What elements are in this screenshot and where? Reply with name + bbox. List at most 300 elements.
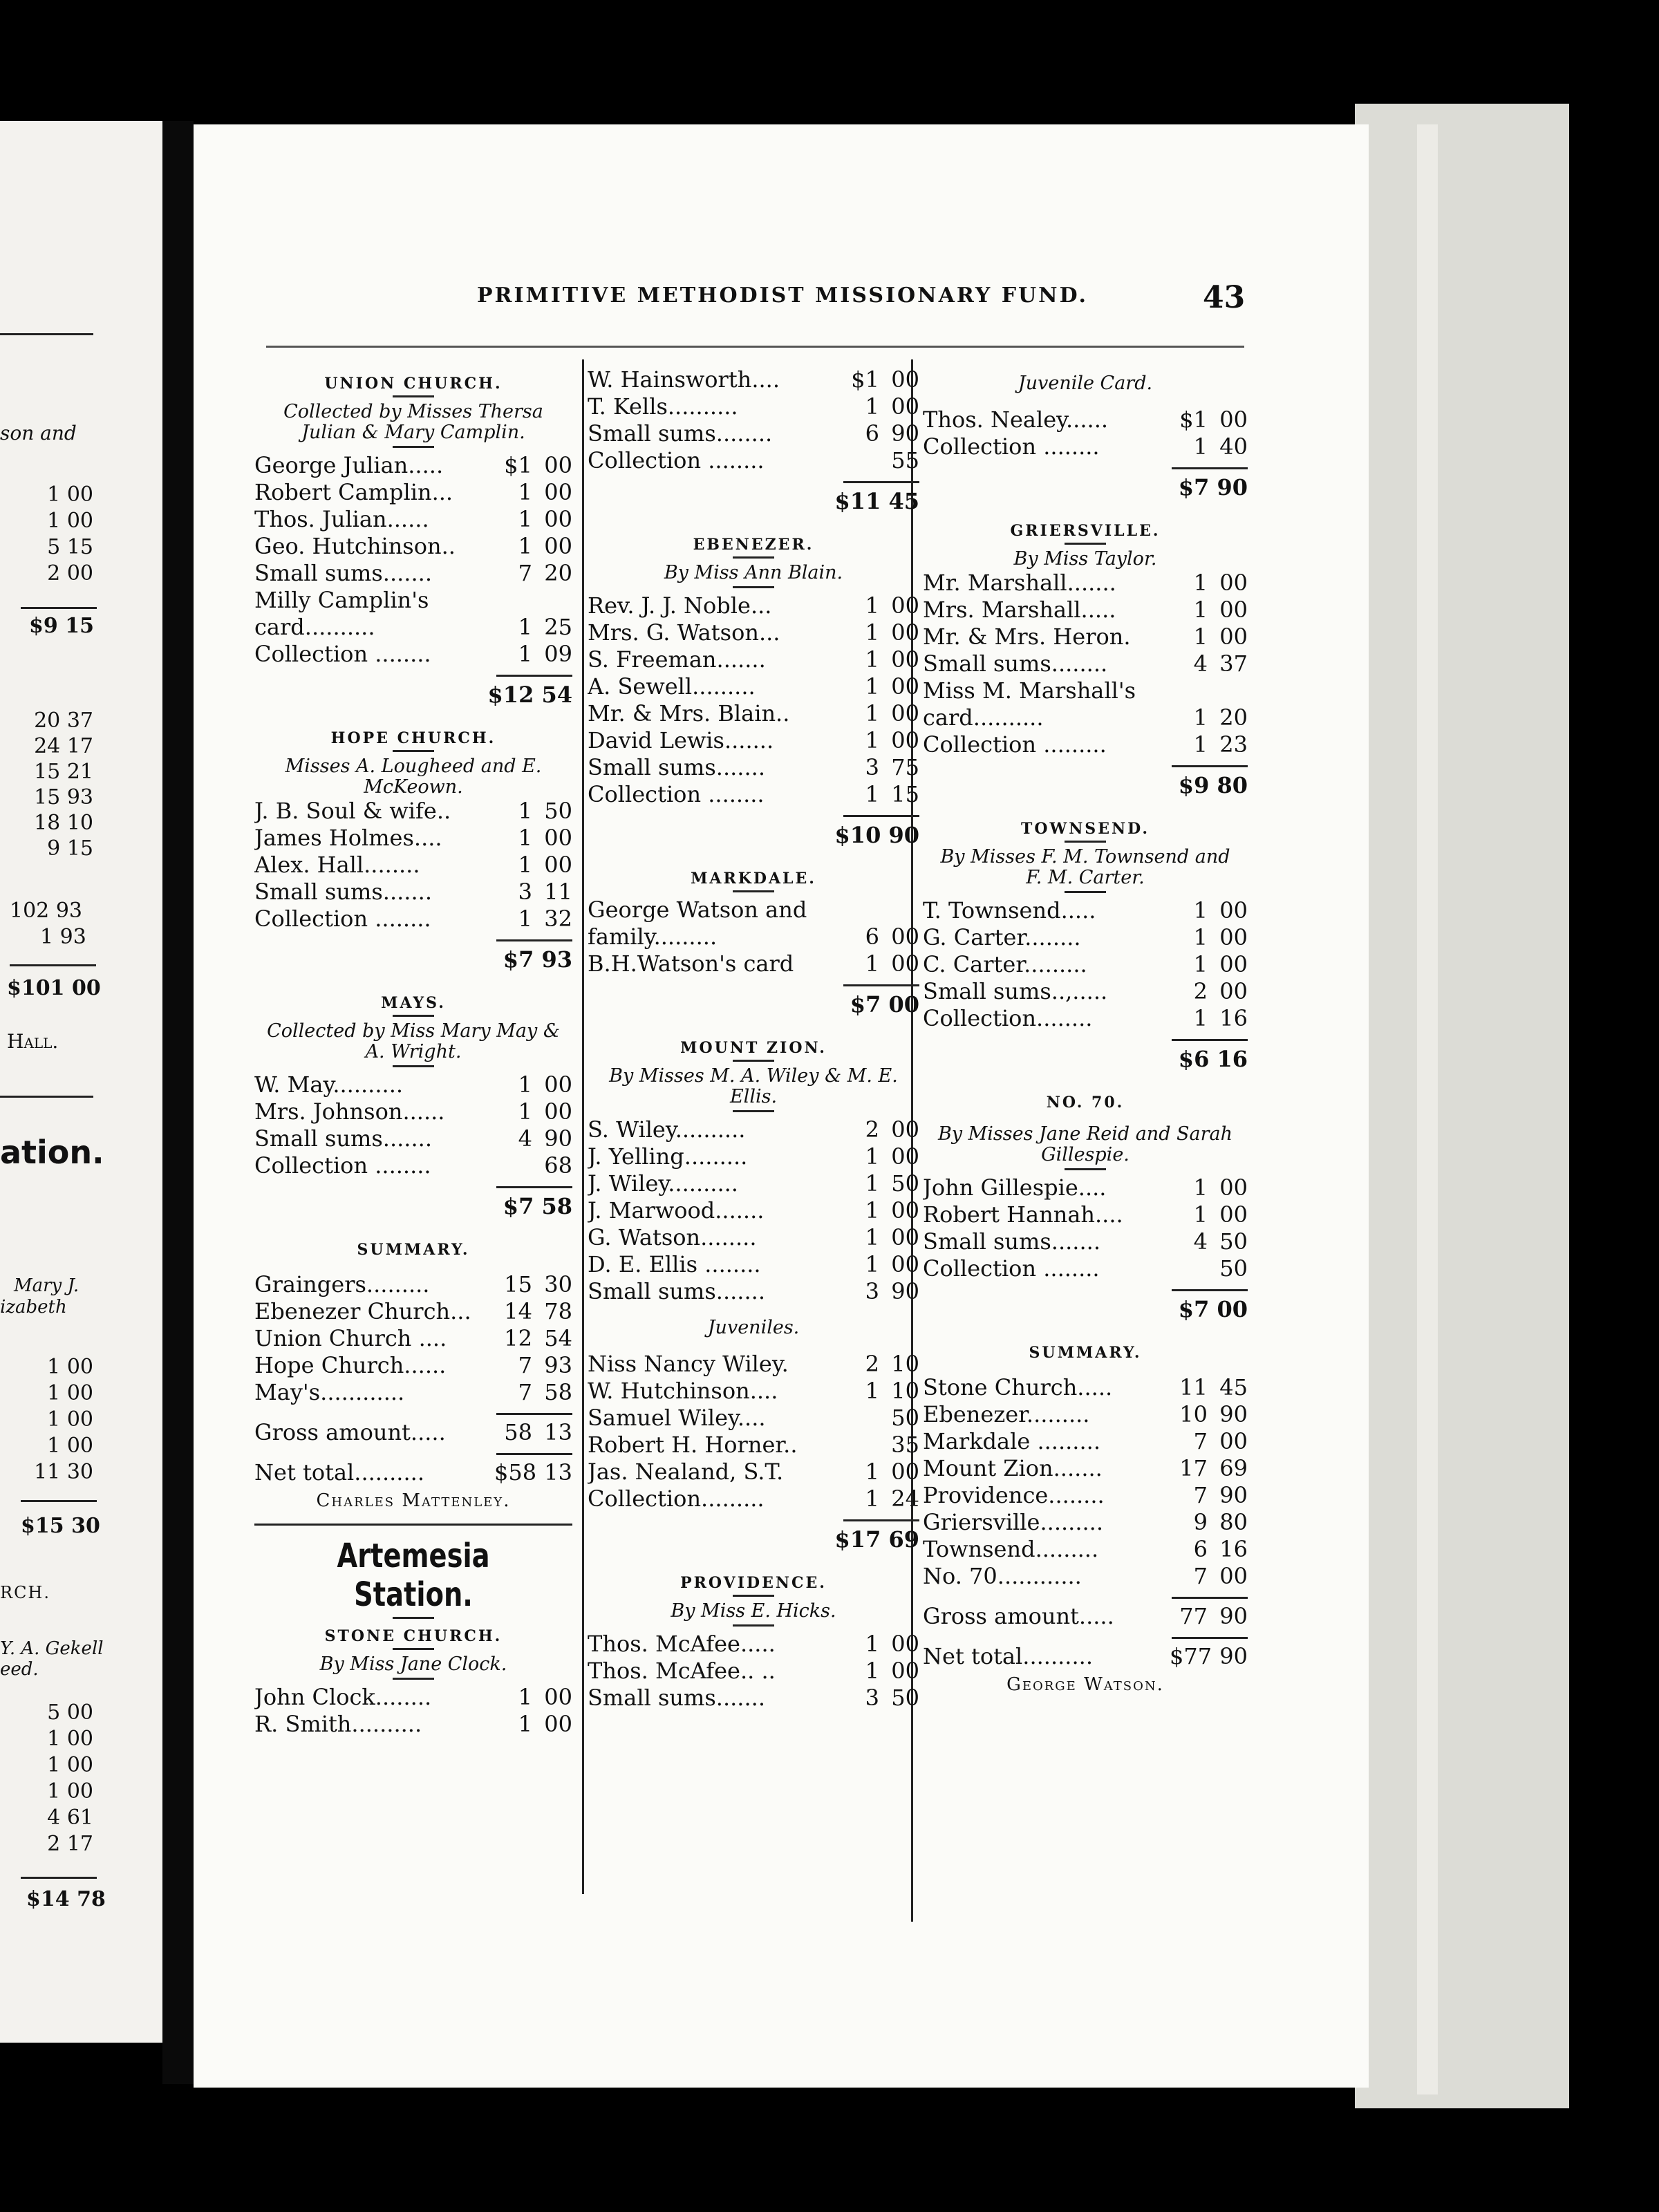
left-amount-cents: 00: [66, 482, 93, 507]
entry-name: Hope Church......: [254, 1352, 447, 1378]
entry-cents: 90: [544, 1125, 572, 1152]
entry-cents: 25: [544, 614, 572, 640]
total-rule: [496, 1453, 572, 1455]
left-total-1: $9 15: [29, 614, 94, 638]
section-total: $10 90: [834, 822, 919, 848]
entry-name: Robert H. Horner..: [588, 1432, 798, 1458]
entry-cents: 00: [891, 727, 919, 753]
entry-dollars: 1: [865, 1378, 879, 1404]
entry-row: [588, 1685, 919, 1712]
entry-dollars: 1: [1193, 624, 1208, 650]
entry-dollars: 1: [1193, 570, 1208, 596]
left-amount: [3, 785, 93, 809]
entry-name: Small sums.......: [588, 1278, 765, 1304]
entry-dollars: 6: [865, 924, 879, 950]
entry-row: [588, 1116, 919, 1143]
entry-name: Thos. McAfee.....: [588, 1631, 776, 1657]
left-amount-dollars: 1: [47, 1407, 61, 1432]
left-rule-2: [0, 1096, 93, 1098]
entry-cents: 37: [1219, 650, 1248, 677]
left-amount-dollars: 4: [47, 1806, 61, 1830]
entry-name: Small sums.......: [923, 1228, 1100, 1255]
entry-row: [254, 1325, 572, 1352]
left-amount-cents: 17: [66, 734, 93, 758]
entry-cents: 54: [544, 1325, 572, 1351]
entry-row: [588, 727, 919, 754]
entry-dollars: 1: [518, 641, 532, 667]
entry-row: [254, 1711, 572, 1738]
entry-cents: 00: [891, 592, 919, 619]
entry-dollars: 1: [865, 950, 879, 977]
entry-dollars: 1: [518, 479, 532, 505]
entry-cents: 00: [891, 1251, 919, 1277]
entry-name: Griersville.........: [923, 1509, 1104, 1535]
entry-row: [588, 447, 919, 474]
entry-row: [588, 1143, 919, 1170]
entry-cents: 16: [1219, 1005, 1248, 1031]
entry-dollars: 10: [1179, 1401, 1208, 1427]
entry-row: [254, 560, 572, 587]
section-title: MOUNT ZION.: [680, 1039, 827, 1057]
entry-cents: 00: [1219, 1174, 1248, 1201]
entry-name: May's............: [254, 1379, 405, 1405]
entry-row: [923, 704, 1248, 731]
entry-dollars: 2: [865, 1351, 879, 1377]
entry-cents: 00: [891, 619, 919, 646]
entry-name: Graingers.........: [254, 1271, 430, 1297]
entry-row: [588, 1224, 919, 1251]
entry-row: [254, 1298, 572, 1325]
left-amount: [3, 1434, 93, 1458]
station-title: Artemesia Station.: [337, 1537, 490, 1614]
collector-line: Misses A. Lougheed and E. McKeown.: [285, 756, 542, 798]
section-title: Juvenile Card.: [1018, 373, 1153, 394]
entry-cents: 00: [891, 1143, 919, 1170]
entry-name: Collection ........: [923, 433, 1100, 460]
left-amount-dollars: 15: [34, 785, 61, 809]
section-total: $6 16: [1178, 1046, 1248, 1072]
entry-row: [588, 1658, 919, 1685]
collector-line: By Miss Ann Blain.: [664, 562, 843, 583]
entry-cents: 00: [544, 1098, 572, 1125]
left-amount-dollars: 1: [47, 482, 61, 507]
entry-cents: 20: [544, 560, 572, 586]
entry-dollars: 1: [1193, 1201, 1208, 1228]
dash: [393, 1065, 434, 1067]
left-italic-1: son and: [0, 422, 77, 444]
entry-dollars: 1: [865, 727, 879, 753]
dash: [733, 1110, 774, 1112]
entry-list: [254, 798, 572, 932]
section-title: MAYS.: [381, 994, 446, 1012]
left-amount: [3, 1779, 93, 1803]
total-rule: [1172, 1637, 1248, 1639]
entry-name: Small sums..,.....: [923, 978, 1108, 1004]
entry-cents: 78: [544, 1298, 572, 1324]
total-rule: [843, 481, 919, 483]
entry-cents: 10: [891, 1351, 919, 1377]
entry-name: W. Hainsworth....: [588, 366, 780, 393]
total-rule: [843, 1519, 919, 1521]
entry-cents: 15: [891, 781, 919, 807]
entry-row: [588, 393, 919, 420]
entry-list: [588, 366, 919, 474]
entry-cents: 00: [544, 533, 572, 559]
left-signature-1: Hall.: [7, 1030, 59, 1053]
entry-row: [588, 366, 919, 393]
entry-name: G. Carter........: [923, 924, 1081, 950]
entry-row: [923, 597, 1248, 624]
entry-cents: 80: [1219, 1509, 1248, 1535]
entry-name: Miss M. Marshall's: [923, 677, 1136, 704]
entry-name: Collection.........: [588, 1485, 765, 1512]
entry-dollars: 1: [1193, 1005, 1208, 1031]
entry-name: J. Yelling.........: [588, 1143, 748, 1170]
entry-row: [588, 420, 919, 447]
entry-list: [588, 1351, 919, 1512]
entry-dollars: 4: [518, 1125, 532, 1152]
total-rule: [496, 1413, 572, 1415]
collector-line: By Miss Jane Clock.: [319, 1653, 507, 1675]
entry-name: Alex. Hall........: [254, 852, 420, 878]
page-number: 43: [1203, 280, 1246, 315]
entry-name: Milly Camplin's: [254, 587, 429, 613]
collector-line: By Misses Jane Reid and Sarah Gillespie.: [937, 1123, 1233, 1165]
collector-line: By Misses M. A. Wiley & M. E. Ellis.: [609, 1065, 898, 1107]
entry-row: [923, 624, 1248, 650]
entry-name: Townsend.........: [923, 1536, 1099, 1562]
entry-dollars: $1: [1179, 406, 1208, 433]
entry-dollars: 2: [1193, 978, 1208, 1004]
entry-cents: 50: [891, 1170, 919, 1197]
entry-name: Thos. McAfee.. ..: [588, 1658, 776, 1684]
entry-list: [588, 1116, 919, 1305]
column-divider-1: [582, 359, 584, 1894]
net-total-row: Net total.......... $58 13: [254, 1459, 572, 1485]
entry-row: [254, 1271, 572, 1298]
left-amount-cents: 15: [66, 836, 93, 861]
entry-dollars: 17: [1179, 1455, 1208, 1481]
entry-row: [923, 1455, 1248, 1482]
entry-cents: 69: [1219, 1455, 1248, 1481]
entry-cents: 00: [891, 700, 919, 727]
left-total-rule-4: [21, 1877, 97, 1879]
entry-row: [588, 592, 919, 619]
left-amount: [3, 482, 93, 507]
entry-row: [923, 1401, 1248, 1428]
entry-dollars: 6: [1193, 1536, 1208, 1562]
entry-row: [254, 452, 572, 479]
entry-name: J. Wiley..........: [588, 1170, 738, 1197]
left-total-rule-3: [21, 1500, 97, 1502]
entry-row: [254, 1125, 572, 1152]
dash: [733, 1060, 774, 1062]
entry-row: [588, 1351, 919, 1378]
left-amount: [3, 811, 93, 835]
entry-list: [588, 592, 919, 808]
entry-list: [254, 1684, 572, 1738]
page-edge-strip: [1417, 124, 1438, 2094]
dash: [393, 1678, 434, 1680]
entry-cents: 90: [1219, 1482, 1248, 1508]
dash: [733, 586, 774, 588]
entry-dollars: 4: [1193, 650, 1208, 677]
entry-dollars: 7: [1193, 1428, 1208, 1454]
entry-dollars: 1: [518, 614, 532, 640]
entry-cents: 35: [891, 1432, 919, 1458]
column-2: [588, 366, 919, 1712]
dash: [733, 1595, 774, 1597]
section-total: $7 00: [1178, 1296, 1248, 1322]
entry-cents: 09: [544, 641, 572, 667]
entry-dollars: 1: [1193, 1174, 1208, 1201]
left-amount-dollars: 1: [47, 1434, 61, 1458]
entry-dollars: 1: [518, 1684, 532, 1710]
dash: [733, 1624, 774, 1627]
entry-dollars: 1: [1193, 897, 1208, 924]
entry-name: Stone Church.....: [923, 1374, 1113, 1400]
entry-list: [588, 897, 919, 977]
left-total-rule: [21, 607, 97, 609]
entry-dollars: 6: [865, 420, 879, 447]
left-amount-cents: 15: [66, 535, 93, 559]
entry-cents: 00: [1219, 597, 1248, 623]
total-rule: [1172, 467, 1248, 469]
dash: [393, 1648, 434, 1650]
entry-name: S. Wiley..........: [588, 1116, 746, 1143]
entry-name: Collection ........: [588, 781, 765, 807]
entry-row: [254, 798, 572, 825]
entry-row: [254, 1098, 572, 1125]
entry-row: [923, 650, 1248, 677]
left-amount: [3, 535, 93, 559]
entry-row: [254, 1684, 572, 1711]
collector-line: Collected by Misses Thersa Julian & Mary Camplin.: [283, 401, 543, 443]
entry-dollars: 1: [865, 592, 879, 619]
column-1: [254, 366, 572, 1738]
section-title: HOPE CHURCH.: [330, 729, 496, 747]
left-italic-2a: Mary J.: [14, 1275, 79, 1296]
entry-name: Small sums.......: [588, 1685, 765, 1711]
entry-cents: 30: [544, 1271, 572, 1297]
entry-dollars: 1: [518, 1711, 532, 1737]
left-amount: [3, 1700, 93, 1725]
entry-dollars: 3: [865, 1278, 879, 1304]
entry-dollars: 1: [865, 781, 879, 807]
entry-row: [588, 646, 919, 673]
entry-row: [588, 1197, 919, 1224]
entry-dollars: 1: [865, 646, 879, 673]
entry-row: [588, 950, 919, 977]
left-total-2: $101 00: [7, 976, 101, 1000]
entry-name: family.........: [588, 924, 718, 950]
entry-row: [923, 433, 1248, 460]
entry-dollars: 1: [518, 533, 532, 559]
section-total: $12 54: [487, 682, 572, 708]
entry-dollars: 1: [518, 906, 532, 932]
gross-amount-row: Gross amount..... 77 90: [923, 1603, 1248, 1629]
entry-name: Collection .........: [923, 731, 1107, 758]
entry-name: Collection ........: [588, 447, 765, 474]
entry-row: [588, 1378, 919, 1405]
section-title: EBENEZER.: [693, 536, 814, 554]
entry-cents: 00: [891, 1224, 919, 1250]
left-amount-dollars: 24: [34, 734, 61, 758]
entry-name: J. Marwood.......: [588, 1197, 765, 1224]
entry-row: [588, 1631, 919, 1658]
section-total: $7 00: [850, 991, 919, 1018]
entry-row: [588, 924, 919, 950]
entry-name: Small sums........: [923, 650, 1108, 677]
dash: [1065, 891, 1106, 893]
entry-name: T. Kells..........: [588, 393, 738, 420]
entry-row: [588, 781, 919, 808]
entry-list: [254, 452, 572, 668]
section-title: SUMMARY.: [1029, 1344, 1142, 1362]
entry-cents: 00: [891, 950, 919, 977]
entry-row: [923, 1563, 1248, 1590]
left-italic-2b: izabeth: [0, 1297, 67, 1318]
entry-cents: 00: [891, 366, 919, 393]
entry-dollars: 4: [1193, 1228, 1208, 1255]
entry-dollars: 1: [865, 1485, 879, 1512]
left-amount-cents: 00: [66, 561, 93, 585]
dash: [393, 395, 434, 397]
page-header-title: PRIMITIVE METHODIST MISSIONARY FUND.: [477, 283, 1088, 308]
collector-line: By Misses F. M. Townsend and F. M. Carter.: [940, 846, 1230, 888]
left-amount-dollars: 2: [47, 561, 61, 585]
left-amount-3: 102 93: [10, 899, 82, 923]
entry-name: D. E. Ellis ........: [588, 1251, 761, 1277]
signature: Charles Mattenley.: [316, 1490, 511, 1511]
entry-row: [254, 906, 572, 932]
entry-dollars: 1: [1193, 433, 1208, 460]
entry-name: Ebenezer Church...: [254, 1298, 471, 1324]
entry-row: [923, 731, 1248, 758]
left-total-rule-2: [10, 964, 96, 966]
dash: [733, 556, 774, 559]
total-rule: [843, 815, 919, 817]
entry-cents: 00: [1219, 624, 1248, 650]
entry-dollars: 1: [518, 798, 532, 824]
entry-cents: 00: [891, 393, 919, 420]
entry-cents: 40: [1219, 433, 1248, 460]
left-amount-dollars: 9: [47, 836, 61, 861]
entry-dollars: 1: [518, 1098, 532, 1125]
entry-name: Small sums.......: [254, 560, 432, 586]
left-amount-cents: 00: [66, 1355, 93, 1379]
entry-name: John Clock........: [254, 1684, 432, 1710]
left-amount: [3, 1753, 93, 1777]
entry-cents: 68: [544, 1152, 572, 1179]
entry-name: Union Church ....: [254, 1325, 447, 1351]
dash: [1065, 543, 1106, 545]
left-amount-cents: 93: [66, 785, 93, 809]
entry-row: [923, 570, 1248, 597]
entry-name: Collection ........: [254, 906, 431, 932]
left-amount: [3, 1355, 93, 1379]
entry-row: [923, 897, 1248, 924]
entry-row: [588, 1432, 919, 1459]
section-title: TOWNSEND.: [1020, 820, 1150, 838]
entry-name: Markdale .........: [923, 1428, 1100, 1454]
left-amount-cents: 00: [66, 1407, 93, 1432]
section-total: $7 58: [503, 1193, 572, 1219]
entry-dollars: 1: [518, 506, 532, 532]
entry-dollars: 1: [865, 393, 879, 420]
entry-dollars: 1: [1193, 597, 1208, 623]
entry-row: [588, 1278, 919, 1305]
entry-dollars: 1: [1193, 924, 1208, 950]
section-total: $7 93: [503, 946, 572, 973]
total-rule: [1172, 1289, 1248, 1291]
entry-row: [588, 1251, 919, 1278]
gross-amount-row: Gross amount..... 58 13: [254, 1419, 572, 1445]
entry-dollars: 1: [865, 673, 879, 700]
left-amount-dollars: 11: [34, 1460, 61, 1484]
left-section-1: RCH.: [0, 1583, 50, 1602]
entry-name: Mount Zion.......: [923, 1455, 1103, 1481]
left-amount-dollars: 1: [47, 1753, 61, 1777]
entry-name: George Watson and: [588, 897, 807, 923]
left-amount: [3, 836, 93, 861]
entry-dollars: 14: [504, 1298, 532, 1324]
entry-row: [588, 754, 919, 781]
entry-cents: 00: [1219, 924, 1248, 950]
entry-row: [923, 1228, 1248, 1255]
left-amount-dollars: 18: [34, 811, 61, 835]
entry-list: [923, 1174, 1248, 1282]
entry-cents: 00: [544, 479, 572, 505]
entry-dollars: 11: [1179, 1374, 1208, 1400]
entry-cents: 00: [1219, 951, 1248, 977]
entry-list: [588, 1631, 919, 1712]
left-amount: [3, 1806, 93, 1830]
section-rule: [254, 1524, 572, 1526]
entry-cents: 16: [1219, 1536, 1248, 1562]
entry-cents: 00: [1219, 1428, 1248, 1454]
entry-name: Collection........: [923, 1005, 1093, 1031]
entry-cents: 90: [891, 1278, 919, 1304]
section-total: $17 69: [834, 1526, 919, 1553]
left-amount-cents: 30: [66, 1460, 93, 1484]
left-amount-cents: 00: [66, 1753, 93, 1777]
entry-row: [588, 1405, 919, 1432]
entry-row: [254, 614, 572, 641]
entry-name: A. Sewell.........: [588, 673, 756, 700]
page-edge: [1355, 104, 1569, 2108]
entry-dollars: 1: [518, 825, 532, 851]
entry-row: [588, 1485, 919, 1512]
entry-row: [923, 677, 1248, 704]
entry-dollars: 7: [1193, 1563, 1208, 1589]
entry-name: Mrs. Johnson......: [254, 1098, 445, 1125]
entry-name: J. B. Soul & wife..: [254, 798, 451, 824]
entry-cents: 00: [1219, 1563, 1248, 1589]
entry-row: [254, 1352, 572, 1379]
dash: [733, 890, 774, 892]
entry-cents: 00: [544, 1684, 572, 1710]
entry-dollars: 15: [504, 1271, 532, 1297]
collector-line: By Miss Taylor.: [1013, 548, 1157, 570]
entry-cents: 00: [891, 1658, 919, 1684]
entry-cents: 00: [544, 1071, 572, 1098]
collector-line: By Miss E. Hicks.: [671, 1600, 836, 1622]
entry-dollars: 1: [518, 1071, 532, 1098]
left-amount-cents: 37: [66, 709, 93, 733]
entry-dollars: 1: [865, 1251, 879, 1277]
entry-name: Rev. J. J. Noble...: [588, 592, 772, 619]
